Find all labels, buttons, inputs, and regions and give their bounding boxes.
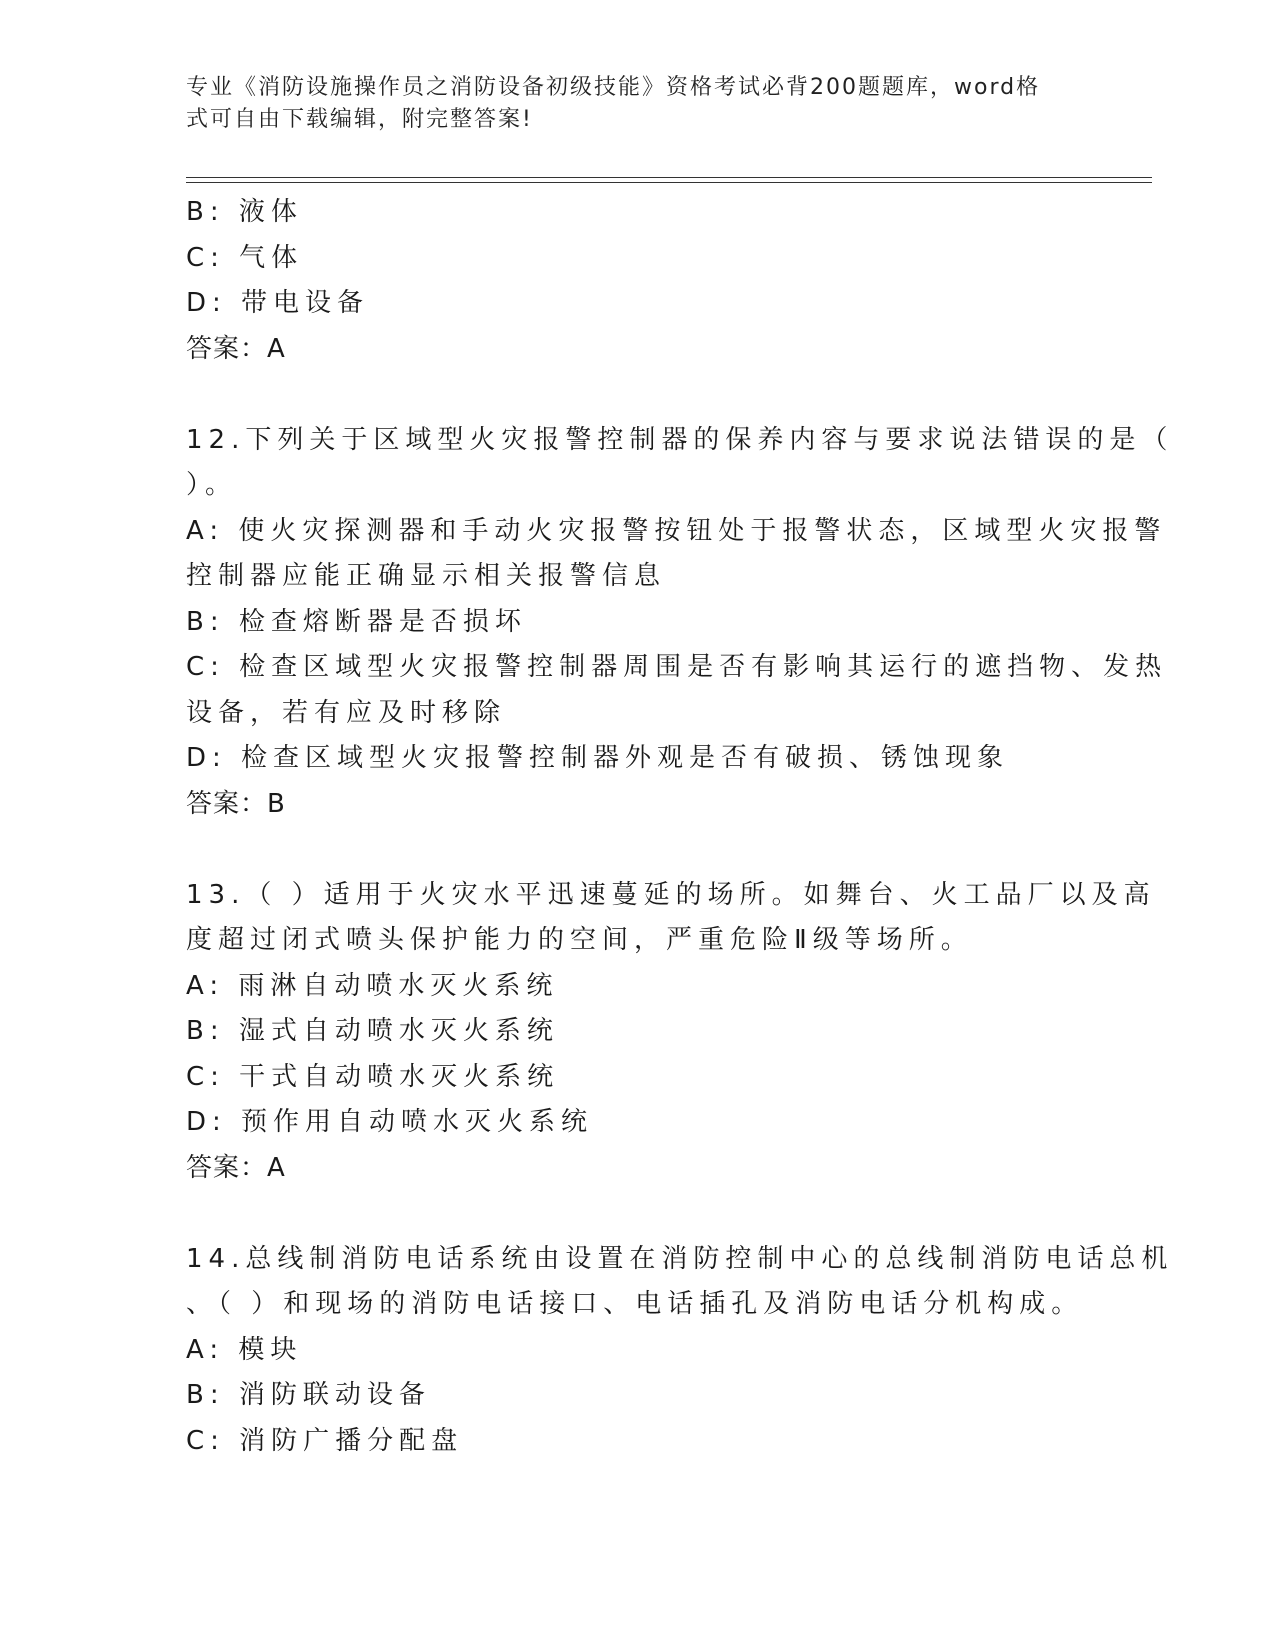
option-a-line-2: 控制器应能正确显示相关报警信息 — [186, 561, 667, 591]
option-c: C: 气体 — [186, 242, 304, 273]
question-stem-line-1: 13.（ ）适用于火灾水平迅速蔓延的场所。如舞台、火工品厂以及高 — [186, 879, 1156, 910]
spacer — [186, 372, 1066, 418]
option-c-line-1: C: 检查区域型火灾报警控制器周围是否有影响其运行的遮挡物、发热 — [186, 652, 1168, 682]
answer: 答案：A — [186, 333, 286, 364]
question-list — [186, 190, 1174, 1464]
option-b: B: 液体 — [186, 197, 303, 227]
question-stem-line-1: 12.下列关于区域型火灾报警控制器的保养内容与要求说法错误的是（ — [186, 424, 1174, 455]
option-d: D: 带电设备 — [186, 288, 370, 318]
option-b: B: 消防联动设备 — [186, 1380, 431, 1410]
answer: 答案：A — [186, 1152, 286, 1183]
option-a: A: 模块 — [186, 1334, 303, 1365]
answer: 答案：B — [186, 788, 286, 819]
option-c: C: 干式自动喷水灭火系统 — [186, 1061, 560, 1092]
question-14 — [186, 1237, 1174, 1465]
option-a-line-1: A: 使火灾探测器和手动火灾报警按钮处于报警状态，区域型火灾报警 — [186, 515, 1167, 546]
question-stem-line-1: 14.总线制消防电话系统由设置在消防控制中心的总线制消防电话总机 — [186, 1243, 1174, 1274]
spacer — [186, 1191, 1066, 1237]
option-c-line-2: 设备，若有应及时移除 — [186, 697, 507, 728]
option-d: D: 预作用自动喷水灭火系统 — [186, 1107, 594, 1137]
header-rule-top — [186, 177, 1152, 178]
question-stem-line-2: 度超过闭式喷头保护能力的空间，严重危险Ⅱ级等场所。 — [186, 925, 973, 955]
header-line-1: 专业《消防设施操作员之消防设备初级技能》资格考试必背200题题库，word格 — [186, 75, 1041, 100]
header-rule-bottom — [186, 182, 1152, 183]
option-c: C: 消防广播分配盘 — [186, 1425, 464, 1456]
option-a: A: 雨淋自动喷水灭火系统 — [186, 970, 559, 1001]
option-b: B: 检查熔断器是否损坏 — [186, 606, 527, 637]
option-b: B: 湿式自动喷水灭火系统 — [186, 1016, 559, 1046]
question-11 — [186, 190, 1066, 372]
document-header — [186, 72, 1066, 136]
question-stem-line-2: ）。 — [186, 470, 238, 500]
question-stem-line-2: 、（ ）和现场的消防电话接口、电话插孔及消防电话分机构成。 — [186, 1289, 1084, 1319]
question-13 — [186, 873, 1156, 1192]
header-line-2: 式可自由下载编辑，附完整答案! — [186, 107, 533, 132]
question-12 — [186, 418, 1174, 828]
spacer — [186, 827, 1066, 873]
option-d: D: 检查区域型火灾报警控制器外观是否有破损、锈蚀现象 — [186, 743, 1010, 773]
